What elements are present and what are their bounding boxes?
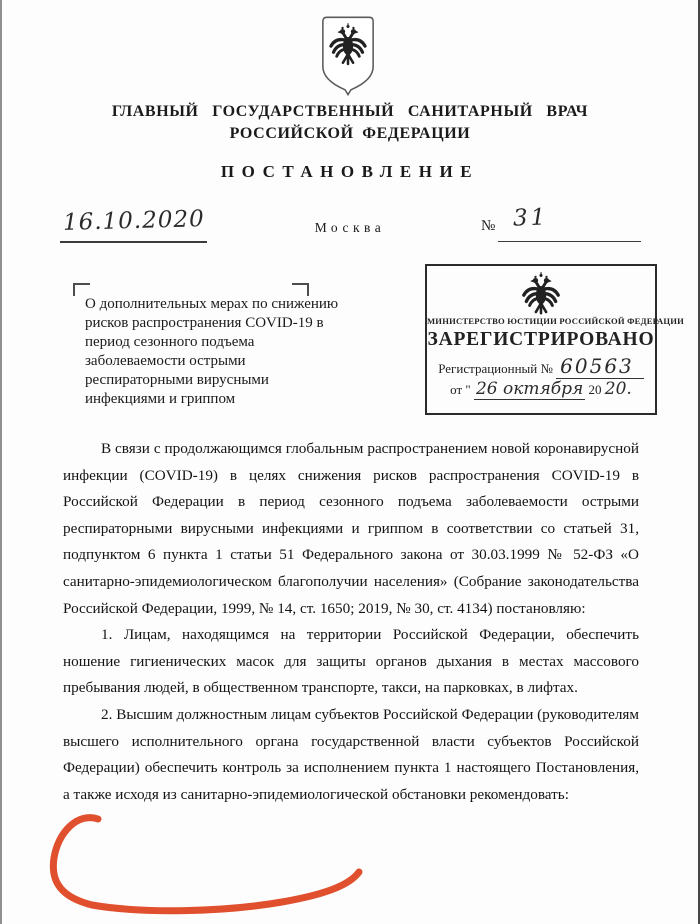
subject-text: О дополнительных мерах по снижению рисков распространения COVID-19 в период сезонного подъема заболеваемости острыми респираторными вирусными инфекциями и гриппом — [85, 296, 339, 407]
number-underline — [498, 241, 641, 242]
coat-of-arms-icon — [319, 13, 377, 99]
city-label: Москва — [314, 220, 386, 235]
stamp-registered-label: ЗАРЕГИСТРИРОВАНО — [427, 329, 655, 350]
date-underline — [60, 241, 207, 243]
stamp-date-prefix: от " — [450, 382, 471, 397]
org-name-line1: ГЛАВНЫЙ ГОСУДАРСТВЕННЫЙ САНИТАРНЫЙ ВРАЧ — [111, 103, 589, 120]
stamp-date-printed-year: 20 — [588, 382, 602, 397]
item-2-paragraph: 2. Высшим должностным лицам субъектов Российской Федерации (руководителям высшего исполнительного органа государственной власти субъектов Российской Федерации) обеспечить контроль за исполнением пункта 1 настоящего Постановления, а также исходя из санитарно-эпидемиологической обстановки рекомендовать: — [63, 705, 639, 803]
document-type-title: ПОСТАНОВЛЕНИЕ — [220, 162, 480, 181]
document-body — [63, 436, 639, 808]
stamp-date-row — [427, 379, 655, 399]
org-name-line2: РОССИЙСКОЙ ФЕДЕРАЦИИ — [229, 125, 471, 142]
stamp-handwritten-year: 20. — [604, 379, 632, 399]
stamp-handwritten-reg-number: 60563 — [556, 354, 644, 379]
handwritten-document-number: 31 — [512, 204, 549, 232]
item-1-paragraph: 1. Лицам, находящимся на территории Российской Федерации, обеспечить ношение гигиенических масок для защиты органов дыхания в местах массового пребывания людей, в общественном транспорте, такси, на парковках, в лифтах. — [63, 626, 639, 697]
stamp-registration-row — [427, 354, 655, 378]
number-sign: № — [481, 218, 496, 234]
registration-stamp — [425, 264, 685, 415]
stamp-eagle-icon — [518, 271, 564, 315]
stamp-handwritten-date: 26 октября — [475, 379, 584, 399]
preamble-paragraph: В связи с продолжающимся глобальным распространением новой коронавирусной инфекции (COVID-19) в целях снижения рисков распространения COVID-19 в Российской Федерации в период сезонного подъема заболеваемости острыми респираторными вирусными инфекциями и гриппом в соответствии со статьей 31, подпунктом 6 пункта 1 статьи 51 Федерального закона от 30.03.1999 № 52-ФЗ «О санитарно-эпидемиологическом благополучии населения» (Собрание законодательства Российской Федерации, 1999, № 14, ст. 1650; 2019, № 30, ст. 4134) постановляю: — [63, 440, 639, 617]
stamp-ministry-line: МИНИСТЕРСТВО ЮСТИЦИИ РОССИЙСКОЙ ФЕДЕРАЦИИ — [427, 316, 685, 326]
red-hand-drawn-circle-annotation-icon — [28, 806, 373, 924]
handwritten-date: 16.10.2020 — [62, 206, 206, 236]
stamp-reg-label: Регистрационный № — [438, 361, 553, 376]
